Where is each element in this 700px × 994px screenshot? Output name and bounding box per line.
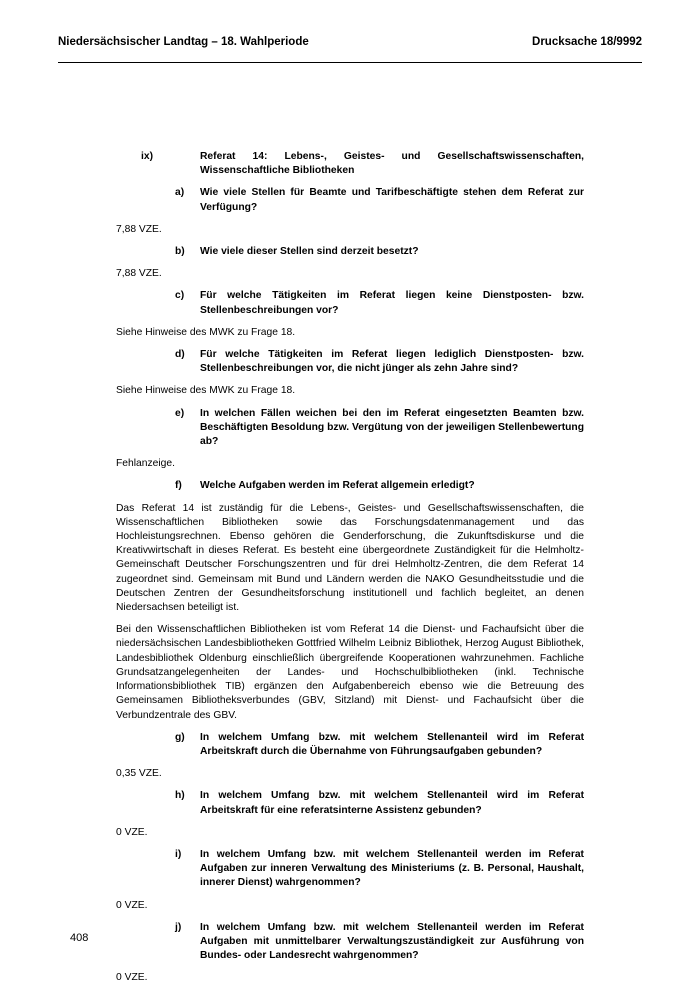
question-item: [116, 289, 584, 317]
section-heading: [116, 150, 584, 178]
answer-text: 0 VZE.: [116, 826, 148, 838]
question-text: In welchem Umfang bzw. mit welchem Stellenanteil wird im Referat Arbeitskraft durch die Übernahme von Führungsaufgaben gebunden?: [200, 731, 584, 757]
answer-paragraph: Das Referat 14 ist zuständig für die Lebens-, Geistes- und Gesellschaftswissenschaften, die Wissenschaftlichen Bibliotheken sowie das Forschungsdatenmanagement und das Hochleistungsrechnen. Ebenso gehören die Genderforschung, die Zukunftsdiskurse und die Kreativwirtschaft in dieses Referat. Es besteht eine übergeordnete Zuständigkeit für die Helmholtz-Gemeinschaft Deutscher Forschungszentren und für drei Helmholtz-Zentren, die dem Referat 14 zugeordnet sind. Gemeinsam mit Bund und Ländern werden die NAKO Gesundheitsstudie und die Deutschen Zentren der Gesundheitsforschung institutionell und fachlich begleitet, an denen Niedersachsen beteiligt ist.: [116, 502, 584, 614]
question-text: In welchem Umfang bzw. mit welchem Stellenanteil werden im Referat Aufgaben mit unmittelbarer Verwaltungszuständigkeit zur Ausführung von Bundes- oder Landesrecht wahrgenommen?: [200, 921, 584, 962]
question-text: Wie viele Stellen für Beamte und Tarifbeschäftigte stehen dem Referat zur Verfügung?: [200, 187, 584, 213]
question-item: [116, 789, 584, 817]
answer-text: Fehlanzeige.: [116, 458, 175, 470]
question-label: e): [175, 407, 185, 419]
document-number: Drucksache 18/9992: [532, 36, 642, 48]
question-text: Welche Aufgaben werden im Referat allgemein erledigt?: [200, 480, 475, 492]
answer-text: Siehe Hinweise des MWK zu Frage 18.: [116, 385, 296, 397]
question-text: Wie viele dieser Stellen sind derzeit besetzt?: [200, 246, 419, 258]
question-label: a): [175, 187, 185, 199]
section-title: Referat 14: Lebens-, Geistes- und Gesellschaftswissenschaften, Wissenschaftliche Bibliotheken: [200, 151, 584, 177]
question-label: d): [175, 349, 185, 361]
answer-text: 0 VZE.: [116, 972, 148, 984]
question-text: In welchem Umfang bzw. mit welchem Stellenanteil werden im Referat Aufgaben zur inneren Verwaltung des Ministeriums (z. B. Personal, Haushalt, innerer Dienst) wahrgenommen?: [200, 848, 584, 889]
question-label: i): [175, 848, 182, 860]
question-label: b): [175, 246, 185, 258]
answer-text: 0,35 VZE.: [116, 768, 162, 780]
answer-text: 7,88 VZE.: [116, 268, 162, 280]
answer-text: 7,88 VZE.: [116, 223, 162, 235]
page-number: 408: [70, 932, 89, 944]
page-header: [58, 36, 642, 63]
question-item: [116, 245, 584, 259]
question-label: c): [175, 290, 185, 302]
question-text: Für welche Tätigkeiten im Referat liegen lediglich Dienstposten- bzw. Stellenbeschreibungen vor, die nicht jünger als zehn Jahre sind?: [200, 349, 584, 375]
question-item: [116, 848, 584, 891]
question-item: [116, 921, 584, 964]
document-body: [116, 150, 584, 994]
question-label: h): [175, 790, 185, 802]
section-label: ix): [141, 151, 154, 162]
question-text: In welchem Umfang bzw. mit welchem Stellenanteil wird im Referat Arbeitskraft für eine referatsinterne Assistenz gebunden?: [200, 790, 584, 816]
question-text: In welchen Fällen weichen bei den im Referat eingesetzten Beamten bzw. Beschäftigten Besoldung bzw. Vergütung von der jeweiligen Stellenbewertung ab?: [200, 407, 584, 448]
answer-paragraph: Bei den Wissenschaftlichen Bibliotheken ist vom Referat 14 die Dienst- und Fachaufsicht über die niedersächsischen Landesbibliotheken Gottfried Wilhelm Leibniz Bibliothek, Herzog August Bibliothek, Landesbibliothek Oldenburg einschließlich übergreifende Kooperationen wahrzunehmen. Fachliche Grundsatzangelegenheiten der Landes- und Hochschulbibliotheken (inkl. Technische Informationsbibliothek TIB) ergänzen den Aufgabenbereich ebenso wie die Betreuung des Gemeinsamen Bibliotheksverbundes (GBV, Sitzland) mit Dienst- und Fachaufsicht über die Verbundzentrale des GBV.: [116, 624, 584, 721]
answer-text: 0 VZE.: [116, 899, 148, 911]
question-item: [116, 186, 584, 214]
question-item: [116, 348, 584, 376]
question-label: f): [175, 480, 182, 492]
answer-text: Siehe Hinweise des MWK zu Frage 18.: [116, 326, 296, 338]
question-item: [116, 407, 584, 450]
header-title: Niedersächsischer Landtag – 18. Wahlperiode: [58, 36, 309, 48]
question-label: g): [175, 731, 185, 743]
question-item: [116, 479, 584, 493]
question-label: j): [175, 921, 182, 933]
question-text: Für welche Tätigkeiten im Referat liegen keine Dienstposten- bzw. Stellenbeschreibungen vor?: [200, 290, 584, 316]
question-item: [116, 731, 584, 759]
